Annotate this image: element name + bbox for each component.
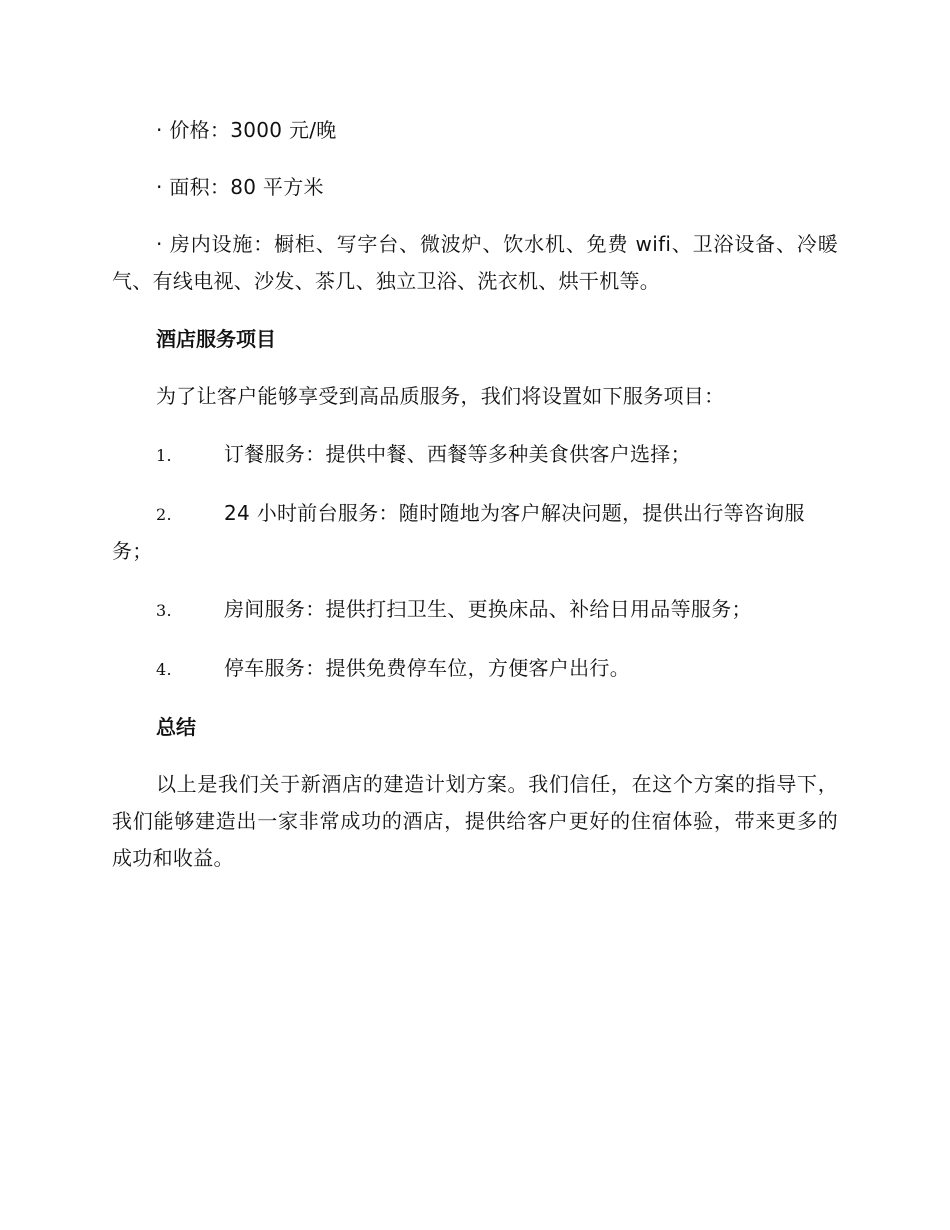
service-item-number: 4. xyxy=(156,660,172,679)
service-item-text: 停车服务：提供免费停车位，方便客户出行。 xyxy=(224,656,630,680)
area-line: · 面积：80 平方米 xyxy=(156,175,324,199)
summary-heading: 总结 xyxy=(156,715,196,739)
service-item-text: 订餐服务：提供中餐、西餐等多种美食供客户选择； xyxy=(224,442,691,466)
service-item xyxy=(112,436,838,474)
service-item xyxy=(112,591,838,629)
services-heading: 酒店服务项目 xyxy=(156,327,276,351)
facilities-paragraph: · 房内设施：橱柜、写字台、微波炉、饮水机、免费 wifi、卫浴设备、冷暖气、有线电视、沙发、茶几、独立卫浴、洗衣机、烘干机等。 xyxy=(112,232,838,293)
service-item-number: 2. xyxy=(156,505,172,524)
document-body xyxy=(112,112,838,898)
services-intro: 为了让客户能够享受到高品质服务，我们将设置如下服务项目： xyxy=(156,384,725,408)
service-item xyxy=(112,650,838,688)
service-item xyxy=(112,495,838,570)
service-item-number: 1. xyxy=(156,446,172,465)
price-line: · 价格：3000 元/晚 xyxy=(156,118,337,142)
service-item-text: 房间服务：提供打扫卫生、更换床品、补给日用品等服务； xyxy=(224,597,752,621)
summary-paragraph: 以上是我们关于新酒店的建造计划方案。我们信任，在这个方案的指导下，我们能够建造出一家非常成功的酒店，提供给客户更好的住宿体验，带来更多的成功和收益。 xyxy=(112,772,838,870)
service-item-text: 24 小时前台服务：随时随地为客户解决问题，提供出行等咨询服务； xyxy=(112,501,805,563)
service-item-number: 3. xyxy=(156,601,172,620)
